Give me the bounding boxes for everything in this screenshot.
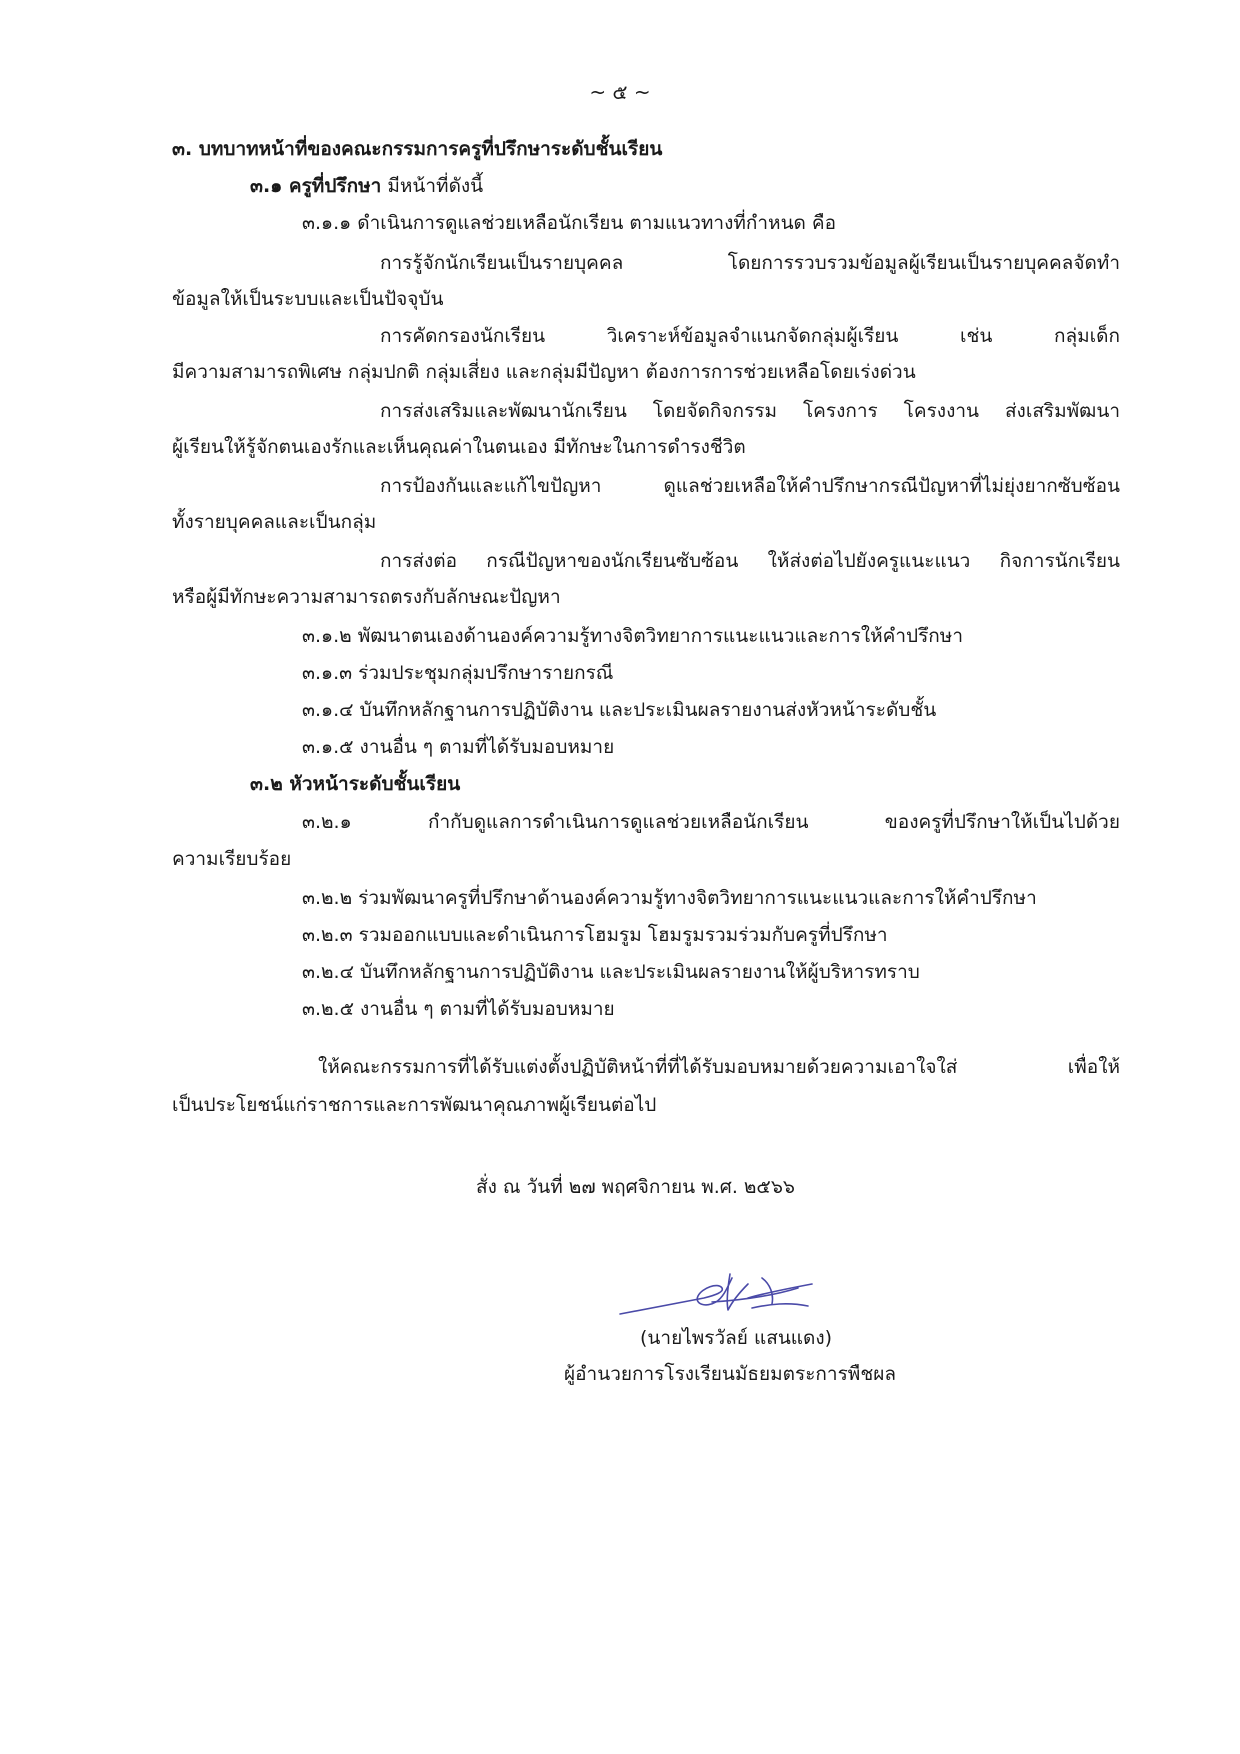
paragraph-4-line-1: การป้องกันและแก้ไขปัญหา ดูแลช่วยเหลือให้คำปรึกษากรณีปัญหาที่ไม่ยุ่งยากซับซ้อน — [380, 475, 1120, 497]
order-date: สั่ง ณ วันที่ ๒๗ พฤศจิกายน พ.ศ. ๒๕๖๖ — [476, 1176, 795, 1198]
subsection-3-2-title: ๓.๒ หัวหน้าระดับชั้นเรียน — [250, 773, 461, 795]
item-3-1-1: ๓.๑.๑ ดำเนินการดูแลช่วยเหลือนักเรียน ตามแนวทางที่กำหนด คือ — [302, 212, 837, 234]
item-3-2-1-line-2: ความเรียบร้อย — [172, 848, 292, 870]
item-3-1-4: ๓.๑.๔ บันทึกหลักฐานการปฏิบัติงาน และประเมินผลรายงานส่งหัวหน้าระดับชั้น — [302, 699, 937, 721]
paragraph-5-line-1: การส่งต่อ กรณีปัญหาของนักเรียนซับซ้อน ให้ส่งต่อไปยังครูแนะแนว กิจการนักเรียน — [380, 550, 1120, 572]
subsection-3-1-label — [250, 172, 483, 200]
item-3-1-2: ๓.๑.๒ พัฒนาตนเองด้านองค์ความรู้ทางจิตวิทยาการแนะแนวและการให้คำปรึกษา — [302, 625, 963, 647]
paragraph-1-line-1: การรู้จักนักเรียนเป็นรายบุคคล โดยการรวบรวมข้อมูลผู้เรียนเป็นรายบุคคลจัดทำ — [380, 252, 1120, 274]
paragraph-3-line-2: ผู้เรียนให้รู้จักตนเองรักและเห็นคุณค่าในตนเอง มีทักษะในการดำรงชีวิต — [172, 436, 746, 458]
section-heading: ๓. บทบาทหน้าที่ของคณะกรรมการครูที่ปรึกษาระดับชั้นเรียน — [172, 138, 663, 160]
signer-name: (นายไพรวัลย์ แสนแดง) — [640, 1327, 833, 1349]
item-3-1-5: ๓.๑.๕ งานอื่น ๆ ตามที่ได้รับมอบหมาย — [302, 736, 615, 758]
signature-image — [612, 1262, 822, 1332]
item-3-1-3: ๓.๑.๓ ร่วมประชุมกลุ่มปรึกษารายกรณี — [302, 662, 614, 684]
paragraph-3-line-1: การส่งเสริมและพัฒนานักเรียน โดยจัดกิจกรรม โครงการ โครงงาน ส่งเสริมพัฒนา — [380, 400, 1120, 422]
paragraph-5-line-2: หรือผู้มีทักษะความสามารถตรงกับลักษณะปัญหา — [172, 586, 561, 608]
paragraph-1-line-2: ข้อมูลให้เป็นระบบและเป็นปัจจุบัน — [172, 288, 444, 310]
item-3-2-4: ๓.๒.๔ บันทึกหลักฐานการปฏิบัติงาน และประเมินผลรายงานให้ผู้บริหารทราบ — [302, 961, 920, 983]
page-number: ~ ๕ ~ — [589, 80, 651, 104]
item-3-2-5: ๓.๒.๕ งานอื่น ๆ ตามที่ได้รับมอบหมาย — [302, 998, 615, 1020]
item-3-2-1-line-1: ๓.๒.๑ กำกับดูแลการดำเนินการดูแลช่วยเหลือนักเรียน ของครูที่ปรึกษาให้เป็นไปด้วย — [302, 811, 1120, 833]
signer-position: ผู้อำนวยการโรงเรียนมัธยมตระการพืชผล — [564, 1363, 896, 1385]
subsection-3-1-title: ๓.๑ ครูที่ปรึกษา — [250, 175, 382, 197]
closing-line-1: ให้คณะกรรมการที่ได้รับแต่งตั้งปฏิบัติหน้าที่ที่ได้รับมอบหมายด้วยความเอาใจใส่ เพื่อให้ — [318, 1056, 1120, 1078]
subsection-3-1-suffix: มีหน้าที่ดังนี้ — [381, 175, 484, 197]
paragraph-4-line-2: ทั้งรายบุคคลและเป็นกลุ่ม — [172, 511, 377, 533]
closing-line-2: เป็นประโยชน์แก่ราชการและการพัฒนาคุณภาพผู้เรียนต่อไป — [172, 1094, 657, 1116]
item-3-2-3: ๓.๒.๓ รวมออกแบบและดำเนินการโฮมรูม โฮมรูมรวมร่วมกับครูที่ปรึกษา — [302, 924, 888, 946]
paragraph-2-line-2: มีความสามารถพิเศษ กลุ่มปกติ กลุ่มเสี่ยง และกลุ่มมีปัญหา ต้องการการช่วยเหลือโดยเร่งด่วน — [172, 361, 916, 383]
paragraph-2-line-1: การคัดกรองนักเรียน วิเคราะห์ข้อมูลจำแนกจัดกลุ่มผู้เรียน เช่น กลุ่มเด็ก — [380, 325, 1120, 347]
item-3-2-2: ๓.๒.๒ ร่วมพัฒนาครูที่ปรึกษาด้านองค์ความรู้ทางจิตวิทยาการแนะแนวและการให้คำปรึกษา — [302, 887, 1037, 909]
